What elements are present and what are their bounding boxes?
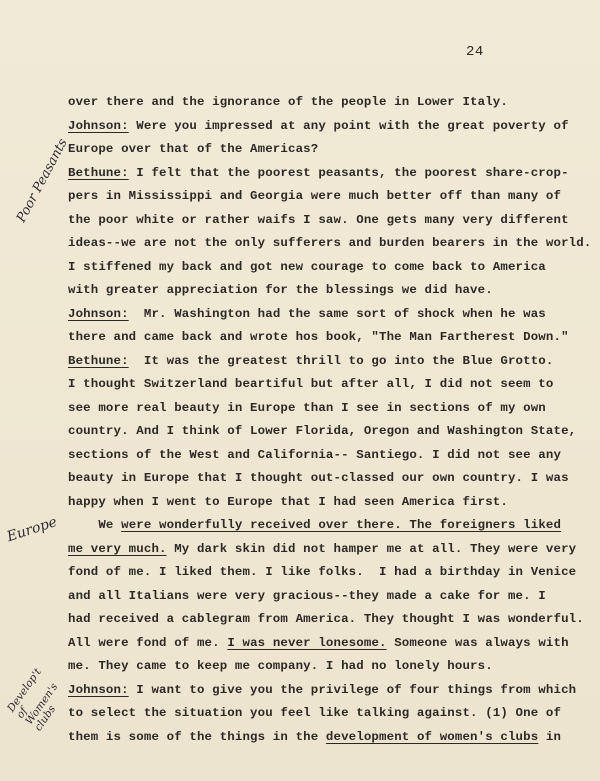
underlined-text: Johnson: — [68, 118, 129, 133]
text-line — [68, 730, 561, 744]
line-text: Were you impressed at any point with the great poverty of — [128, 118, 569, 133]
margin-note-europe: Europe — [5, 514, 60, 546]
line-text: them is some of the things in the — [68, 729, 326, 744]
line-text: pers in Mississippi and Georgia were much better off than many of — [68, 189, 562, 203]
underlined-text: Bethune: — [68, 165, 129, 180]
text-line — [68, 283, 493, 297]
text-line — [68, 542, 576, 556]
line-text: happy when I went to Europe that I had seen America first. — [68, 494, 508, 509]
text-line — [68, 565, 576, 579]
line-text: me. They came to keep me company. I had no lonely hours. — [68, 659, 493, 673]
text-line — [68, 307, 546, 321]
line-text: the poor white or rather waifs I saw. One gets many very different — [68, 212, 569, 227]
text-line — [68, 166, 569, 180]
text-line — [68, 424, 576, 438]
line-text: in — [538, 729, 562, 744]
line-text: Mr. Washington had the same sort of shock when he was — [128, 306, 546, 321]
text-line — [68, 448, 561, 462]
line-text: with greater appreciation for the blessings we did have. — [68, 283, 493, 297]
text-line — [68, 495, 508, 509]
text-line — [68, 518, 561, 532]
underlined-text: Bethune: — [68, 353, 129, 368]
text-line — [68, 260, 546, 274]
text-line — [68, 142, 318, 156]
underlined-text: I was never lonesome. — [227, 635, 387, 650]
text-line — [68, 401, 546, 415]
text-line — [68, 330, 569, 344]
line-text: sections of the West and California-- Santiego. I did not see any — [68, 447, 562, 462]
text-line — [68, 612, 584, 626]
text-line — [68, 354, 553, 368]
line-text: over there and the ignorance of the people in Lower Italy. — [68, 95, 508, 109]
line-text: I want to give you the privilege of four things from which — [128, 682, 577, 697]
line-text: I stiffened my back and got new courage to come back to America — [68, 259, 546, 274]
underlined-text: me very much. — [68, 541, 167, 556]
text-line — [68, 189, 561, 203]
line-text: to select the situation you feel like talking against. (1) One of — [68, 706, 562, 720]
line-text: It was the greatest thrill to go into the Blue Grotto. — [128, 353, 554, 368]
line-text: and all Italians were very gracious--they made a cake for me. I — [68, 588, 546, 603]
text-line — [68, 95, 508, 109]
page-number: 24 — [466, 44, 484, 60]
line-text: I felt that the poorest peasants, the poorest share-crop- — [128, 165, 569, 180]
line-text: fond of me. I liked them. I like folks. I had a birthday in Venice — [68, 565, 577, 579]
text-line — [68, 471, 569, 485]
underlined-text: were wonderfully received over there. The foreigners liked — [121, 518, 562, 532]
line-text: All were fond of me. — [68, 635, 228, 650]
line-text: My dark skin did not hamper me at all. They were very — [166, 541, 577, 556]
line-text: Someone was always with — [386, 635, 569, 650]
text-line — [68, 236, 591, 250]
line-text: there and came back and wrote hos book, "The Man Fartherest Down." — [68, 330, 569, 344]
line-text: We — [68, 518, 122, 532]
line-text: ideas--we are not the only sufferers and burden bearers in the world. — [68, 236, 592, 250]
line-text: I thought Switzerland beartiful but after all, I did not seem to — [68, 377, 554, 391]
text-line — [68, 636, 569, 650]
text-line — [68, 659, 493, 673]
text-line — [68, 683, 576, 697]
underlined-text: development of women's clubs — [325, 729, 539, 744]
text-line — [68, 119, 569, 133]
line-text: had received a cablegram from America. They thought I was wonderful. — [68, 612, 584, 626]
text-line — [68, 589, 546, 603]
line-text: country. And I think of Lower Florida, Oregon and Washington State, — [68, 424, 577, 438]
margin-note-poor-peasants: Poor Peasants — [14, 136, 71, 226]
underlined-text: Johnson: — [68, 682, 129, 697]
text-line — [68, 377, 553, 391]
margin-note-womens-clubs: Develop't of Women's clubs — [5, 666, 61, 734]
line-text: see more real beauty in Europe than I see in sections of my own — [68, 400, 546, 415]
line-text: Europe over that of the Americas? — [68, 142, 319, 156]
underlined-text: Johnson: — [68, 306, 129, 321]
line-text: beauty in Europe that I thought out-classed our own country. I was — [68, 471, 569, 485]
text-line — [68, 706, 561, 720]
text-line — [68, 213, 569, 227]
